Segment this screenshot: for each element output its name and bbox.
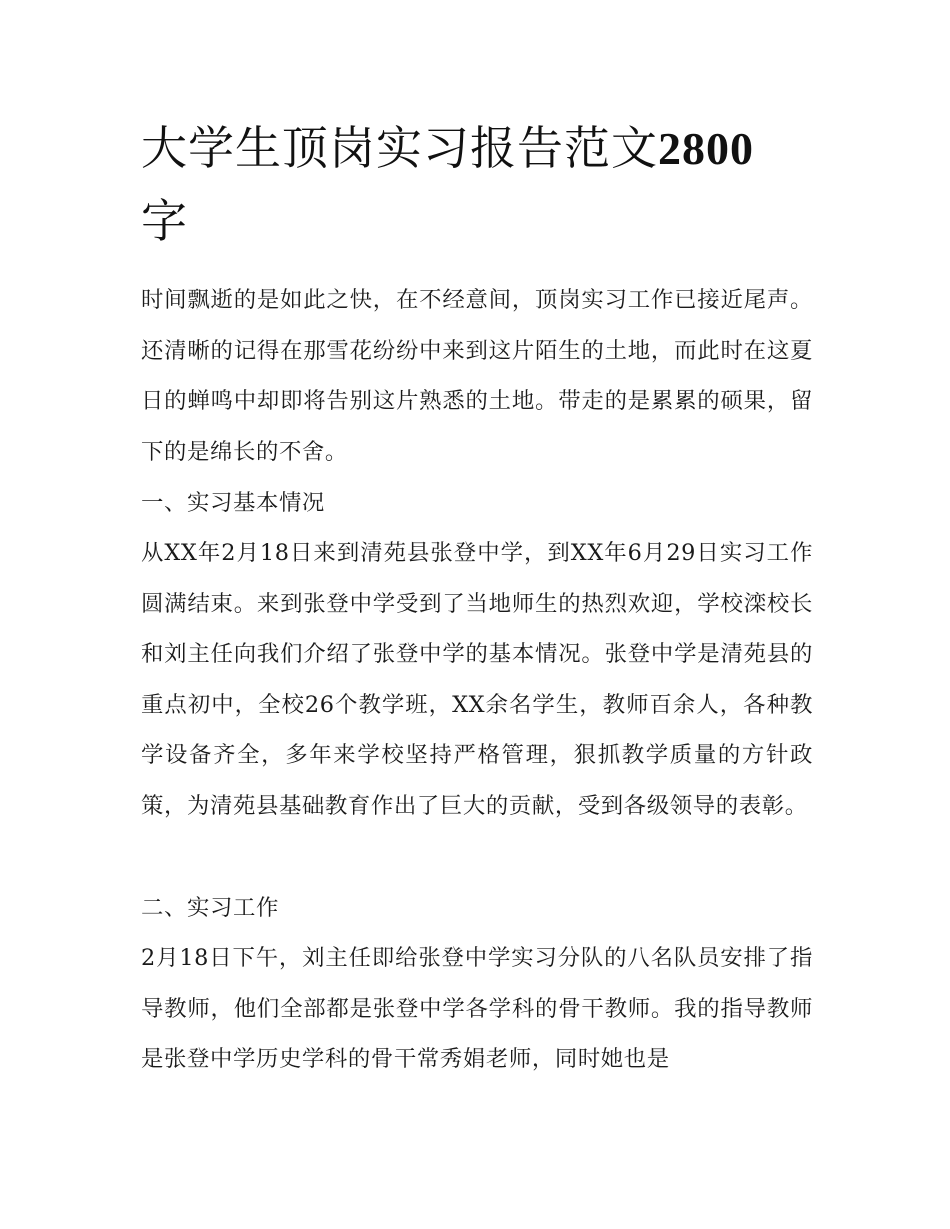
section-heading-basic-info: 一、实习基本情况 [141,490,325,516]
section-heading-internship-work: 二、实习工作 [141,895,279,921]
title-suffix-text: 字 [141,194,188,248]
paragraph-intro: 时间飘逝的是如此之快，在不经意间，顶岗实习工作已接近尾声。还清晰的记得在那雪花纷纷中来到这片陌生的土地，而此时在这夏日的蝉鸣中却即将告别这片熟悉的土地。带走的是累累的硕果，留下的是绵长的不舍。 [141,287,813,465]
title-main-text: 大学生顶岗实习报告范文 [141,121,658,175]
paragraph-internship-work: 2月18日下午，刘主任即给张登中学实习分队的八名队员安排了指导教师，他们全部都是张登中学各学科的骨干教师。我的指导教师是张登中学历史学科的骨干常秀娟老师，同时她也是 [141,945,813,1073]
title-number: 2800 [658,123,754,174]
paragraph-basic-info: 从XX年2月18日来到清苑县张登中学，到XX年6月29日实习工作圆满结束。来到张登中学受到了当地师生的热烈欢迎，学校滦校长和刘主任向我们介绍了张登中学的基本情况。张登中学是清苑县的重点初中，全校26个教学班，XX余名学生，教师百余人，各种教学设备齐全，多年来学校坚持严格管理，狠抓教学质量的方针政策，为清苑县基础教育作出了巨大的贡献，受到各级领导的表彰。 [141,540,813,819]
document-title [141,112,821,257]
